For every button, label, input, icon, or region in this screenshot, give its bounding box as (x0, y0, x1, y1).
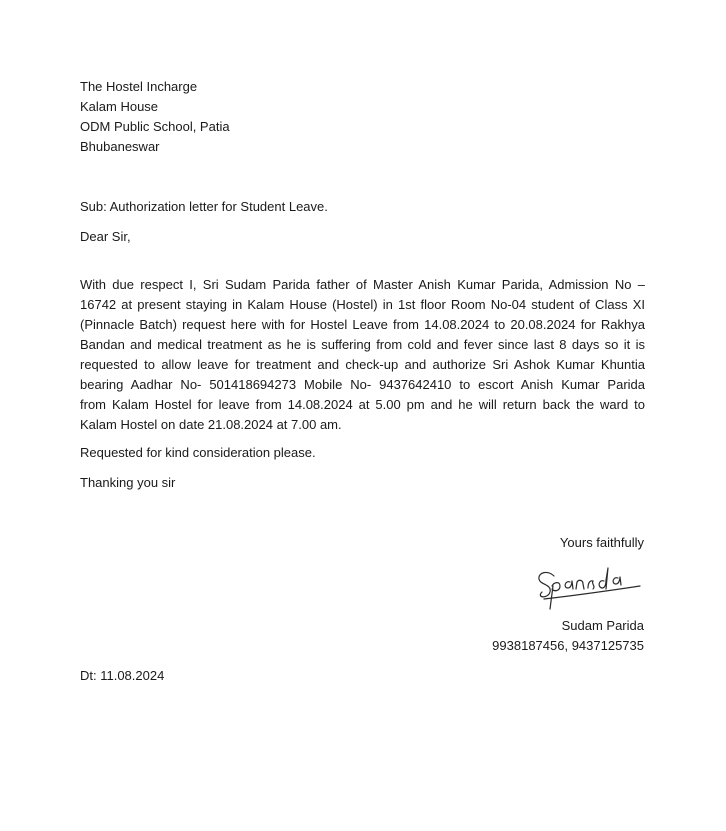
signatory-name: Sudam Parida (561, 618, 644, 633)
subject-line: Sub: Authorization letter for Student Leave. (80, 199, 328, 214)
signatory-phones: 9938187456, 9437125735 (492, 638, 644, 653)
salutation: Dear Sir, (80, 229, 131, 244)
body-line: from Kalam Hostel for leave from 14.08.2024 at 5.00 pm and he will return back the ward to (80, 397, 645, 412)
body-paragraph (80, 275, 645, 435)
signature-icon (530, 562, 645, 614)
valediction: Yours faithfully (559, 535, 644, 550)
thanks-line: Thanking you sir (80, 475, 176, 490)
body-line: (Pinnacle Batch) request here with for Hostel Leave from 14.08.2024 to 20.08.2024 for Rakhya (80, 317, 645, 332)
recipient-line: Kalam House (80, 99, 159, 114)
body-line: bearing Aadhar No- 501418694273 Mobile No- 9437642410 to escort Anish Kumar Parida (80, 377, 645, 392)
recipient-line: Bhubaneswar (80, 139, 160, 154)
recipient-line: ODM Public School, Patia (80, 119, 230, 134)
body-line: Bandan and medical treatment as he is suffering from cold and fever since last 8 days so it is (80, 337, 645, 352)
body-line: Kalam Hostel on date 21.08.2024 at 7.00 am. (80, 417, 342, 432)
body-line: With due respect I, Sri Sudam Parida father of Master Anish Kumar Parida, Admission No – (80, 277, 645, 292)
recipient-line: The Hostel Incharge (80, 79, 198, 94)
body-line: 16742 at present staying in Kalam House (Hostel) in 1st floor Room No-04 student of Class XI (80, 297, 645, 312)
request-line: Requested for kind consideration please. (80, 445, 316, 460)
body-line: requested to allow leave for treatment and check-up and authorize Sri Ashok Kumar Khuntia (80, 357, 645, 372)
date-line: Dt: 11.08.2024 (80, 668, 165, 683)
